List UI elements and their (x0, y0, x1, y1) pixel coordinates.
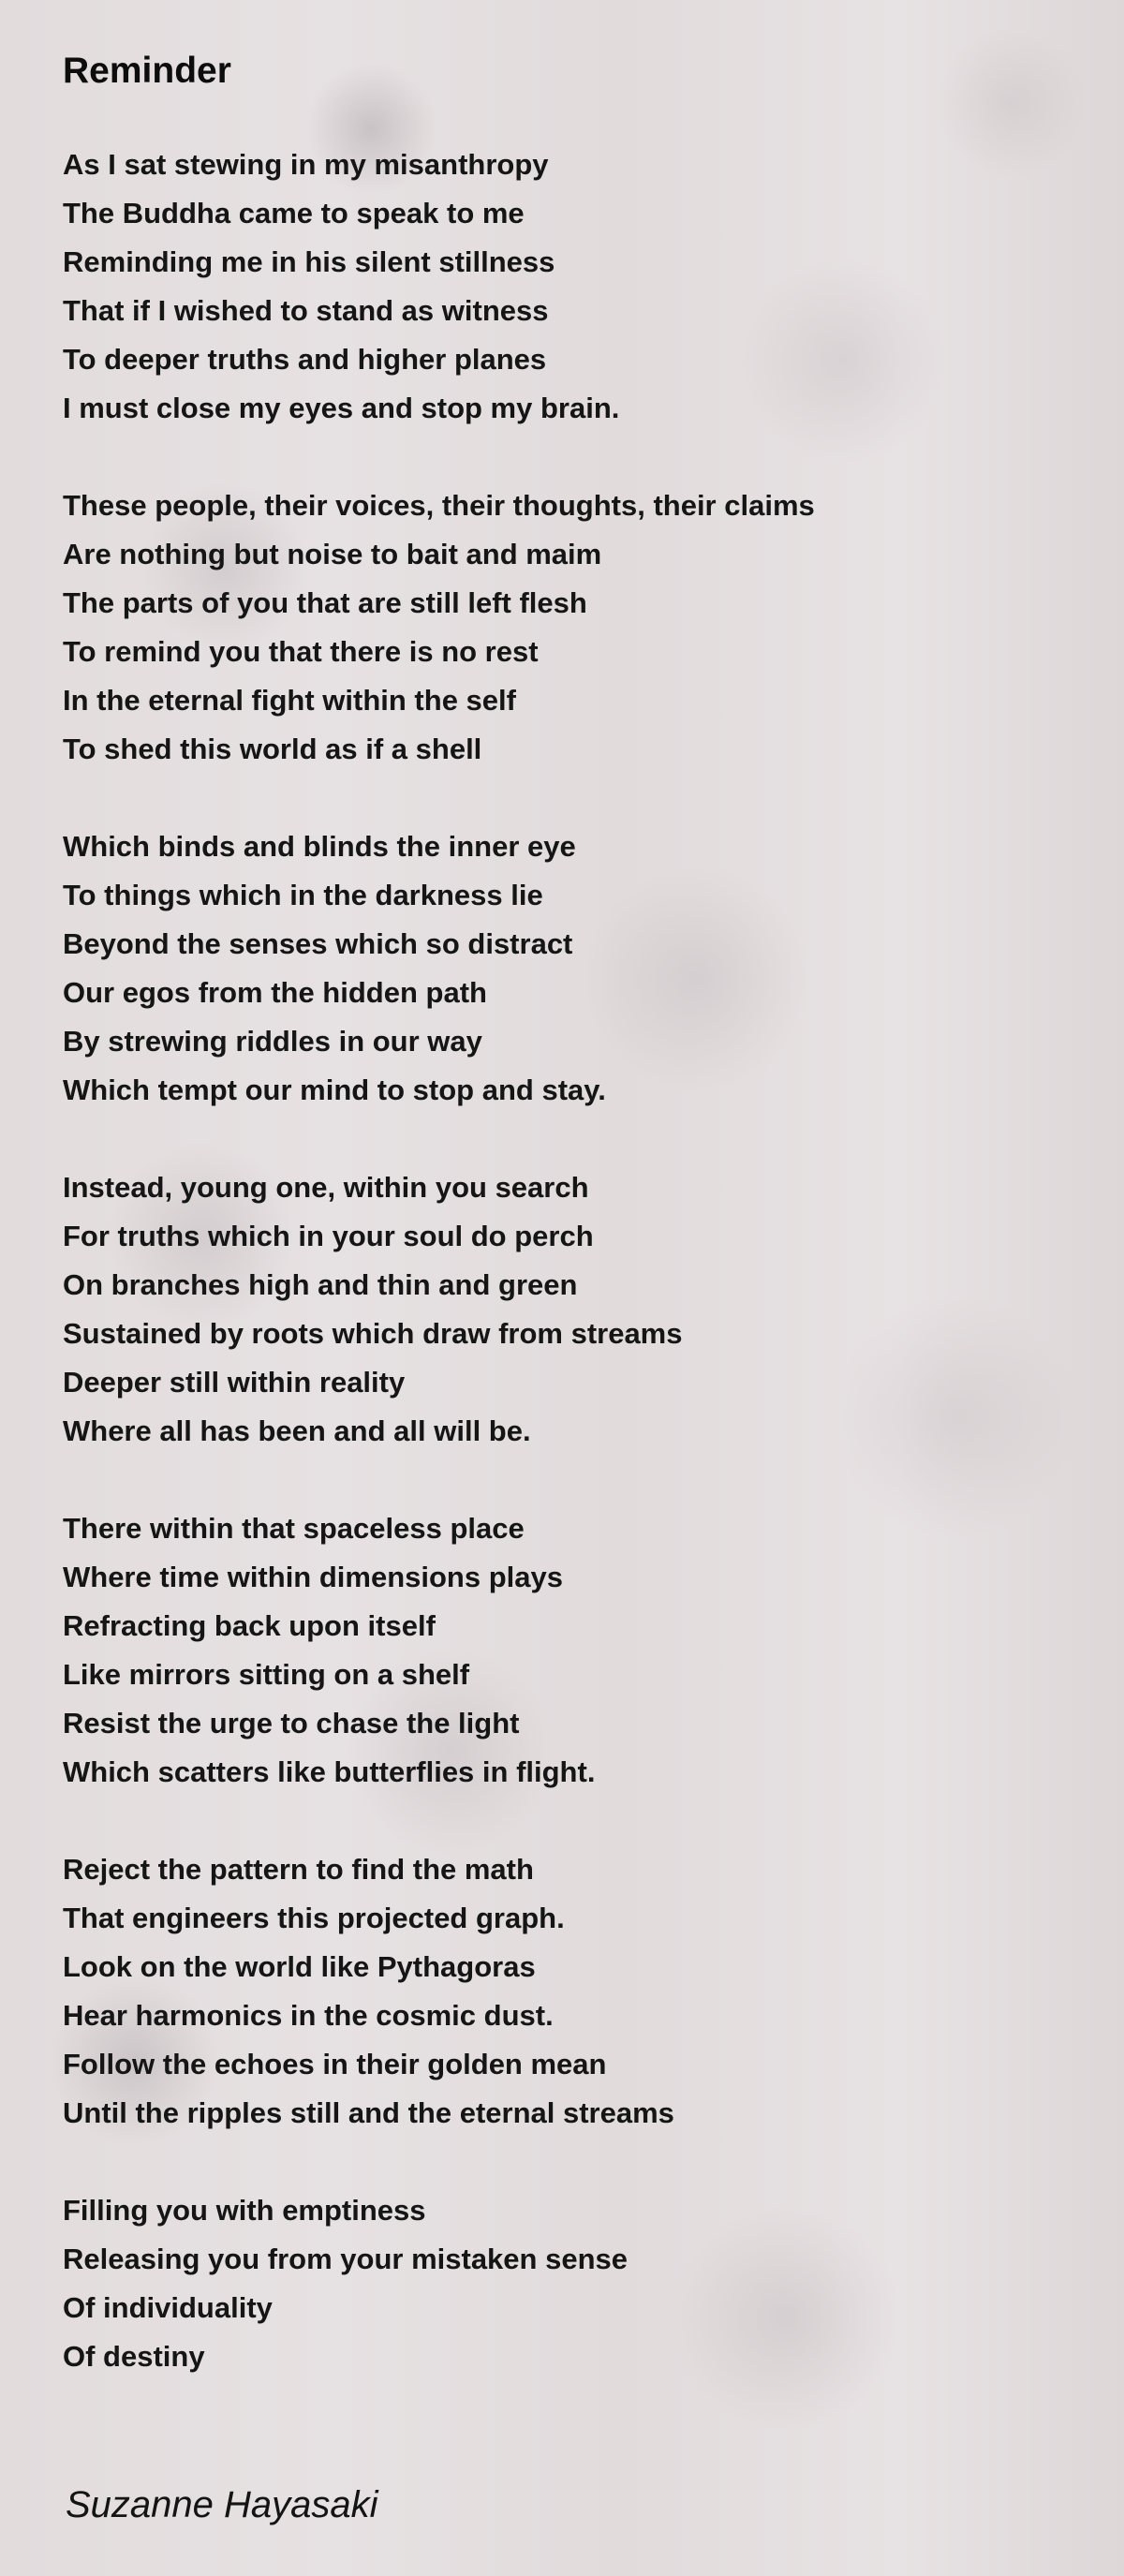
poem-line: Reject the pattern to find the math (63, 1853, 534, 1886)
poem-line: On branches high and thin and green (63, 1268, 578, 1301)
stanza-1 (63, 141, 1074, 433)
poem-line: Where time within dimensions plays (63, 1561, 563, 1593)
poem-line: As I sat stewing in my misanthropy (63, 148, 549, 181)
poem-line: I must close my eyes and stop my brain. (63, 392, 620, 424)
poem-line: For truths which in your soul do perch (63, 1220, 594, 1252)
poem-line: The parts of you that are still left flesh (63, 586, 587, 619)
poem-line: Refracting back upon itself (63, 1609, 436, 1642)
poem-line: Like mirrors sitting on a shelf (63, 1658, 470, 1691)
stanza-2 (63, 481, 1074, 774)
poem-line: To things which in the darkness lie (63, 879, 543, 911)
stanza-6 (63, 1845, 1074, 2138)
poem-line: By strewing riddles in our way (63, 1025, 482, 1058)
poem-line: Are nothing but noise to bait and maim (63, 538, 602, 570)
poem-line: Of individuality (63, 2291, 273, 2324)
poem-line: There within that spaceless place (63, 1512, 525, 1545)
stanza-3 (63, 822, 1074, 1115)
poem-line: Which tempt our mind to stop and stay. (63, 1073, 606, 1106)
poem-line: That if I wished to stand as witness (63, 294, 549, 327)
poem-line: Where all has been and all will be. (63, 1414, 531, 1447)
poem-line: Deeper still within reality (63, 1366, 406, 1399)
stanza-7 (63, 2186, 1074, 2381)
poem-line: Reminding me in his silent stillness (63, 245, 555, 278)
poem-author: Suzanne Hayasaki (66, 2484, 378, 2525)
poem-line: These people, their voices, their thoughts, their claims (63, 489, 815, 522)
poem-line: To remind you that there is no rest (63, 635, 539, 668)
poem-line: Of destiny (63, 2340, 205, 2373)
poem-line: Hear harmonics in the cosmic dust. (63, 1999, 554, 2032)
poem-line: Filling you with emptiness (63, 2194, 426, 2227)
poem-line: Which binds and blinds the inner eye (63, 830, 576, 863)
poem-line: Our egos from the hidden path (63, 976, 487, 1009)
poem-line: Resist the urge to chase the light (63, 1707, 520, 1740)
poem-line: That engineers this projected graph. (63, 1902, 565, 1934)
stanza-4 (63, 1163, 1074, 1456)
stanza-5 (63, 1504, 1074, 1797)
poem-line: Instead, young one, within you search (63, 1171, 589, 1204)
poem-line: Sustained by roots which draw from streams (63, 1317, 683, 1350)
poem-line: Releasing you from your mistaken sense (63, 2243, 628, 2275)
poem-line: Follow the echoes in their golden mean (63, 2048, 607, 2080)
poem-line: Until the ripples still and the eternal streams (63, 2096, 674, 2129)
poem-line: Look on the world like Pythagoras (63, 1950, 536, 1983)
poem-line: To shed this world as if a shell (63, 733, 482, 765)
poem-title: Reminder (63, 51, 231, 91)
poem-line: Which scatters like butterflies in flight. (63, 1755, 596, 1788)
poem-line: The Buddha came to speak to me (63, 197, 525, 229)
poem-body (63, 141, 1074, 2430)
poem-line: In the eternal fight within the self (63, 684, 516, 717)
poem-line: Beyond the senses which so distract (63, 927, 573, 960)
poem-line: To deeper truths and higher planes (63, 343, 547, 376)
